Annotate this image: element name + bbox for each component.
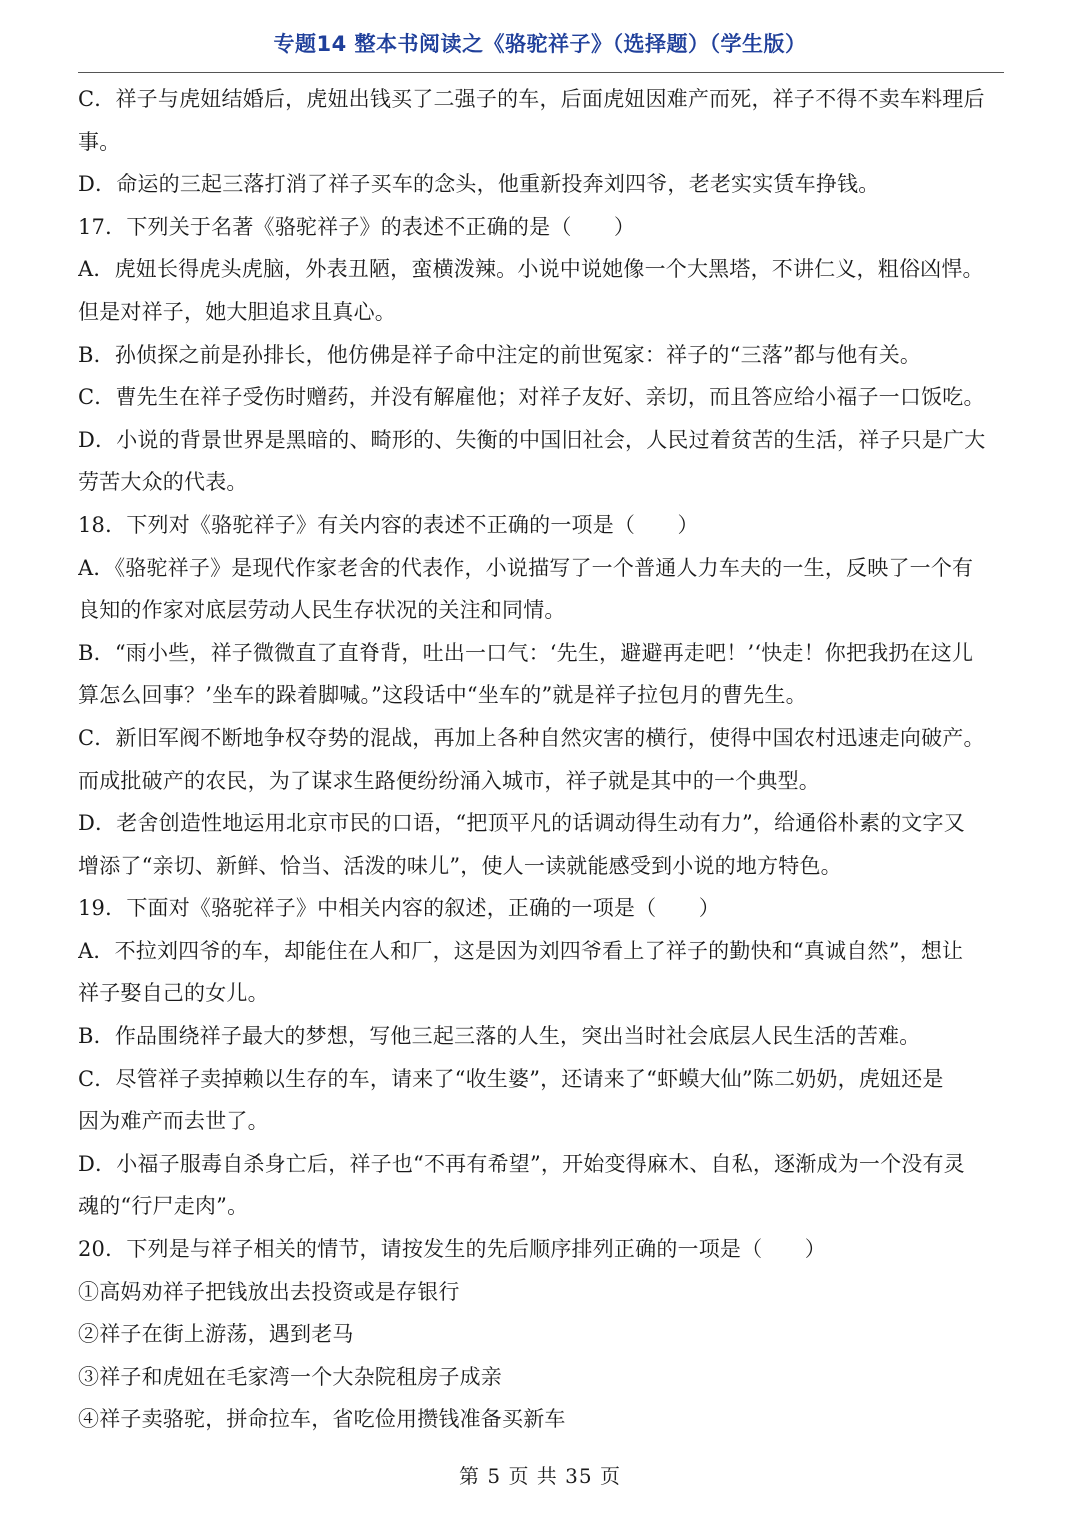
- text-line: 但是对祥子，她大胆追求且真心。: [78, 299, 396, 324]
- page-header-title: 专题14 整本书阅读之《骆驼祥子》（选择题）（学生版）: [273, 32, 807, 56]
- text-line: 因为难产而去世了。: [78, 1109, 269, 1134]
- text-line: 良知的作家对底层劳动人民生存状况的关注和同情。: [78, 598, 566, 623]
- text-line: D．小说的背景世界是黑暗的、畸形的、失衡的中国旧社会，人民过着贫苦的生活，祥子只是广大: [78, 427, 986, 452]
- text-line: A．虎妞长得虎头虎脑，外表丑陋，蛮横泼辣。小说中说她像一个大黑塔，不讲仁义，粗俗凶悍。: [78, 257, 984, 282]
- question-19-stem: 19．下面对《骆驼祥子》中相关内容的叙述，正确的一项是（ ）: [78, 896, 720, 921]
- text-line: 算怎么回事？’坐车的跺着脚喊。”这段话中“坐车的”就是祥子拉包月的曹先生。: [78, 683, 807, 708]
- list-item: ①高妈劝祥子把钱放出去投资或是存银行: [78, 1279, 460, 1304]
- text-line: D．命运的三起三落打消了祥子买车的念头，他重新投奔刘四爷，老老实实赁车挣钱。: [78, 172, 880, 197]
- list-item: ④祥子卖骆驼，拼命拉车，省吃俭用攒钱准备买新车: [78, 1407, 566, 1432]
- question-18-stem: 18．下列对《骆驼祥子》有关内容的表述不正确的一项是（ ）: [78, 512, 699, 537]
- question-20-stem: 20．下列是与祥子相关的情节，请按发生的先后顺序排列正确的一项是（ ）: [78, 1237, 826, 1262]
- text-line: B．孙侦探之前是孙排长，他仿佛是祥子命中注定的前世冤家：祥子的“三落”都与他有关。: [78, 342, 922, 367]
- list-item: ③祥子和虎妞在毛家湾一个大杂院租房子成亲: [78, 1364, 502, 1389]
- text-line: 劳苦大众的代表。: [78, 470, 248, 495]
- text-line: C．祥子与虎妞结婚后，虎妞出钱买了二强子的车，后面虎妞因难产而死，祥子不得不卖车料理后: [78, 87, 985, 111]
- list-item: ②祥子在街上游荡，遇到老马: [78, 1322, 354, 1347]
- document-body: [78, 78, 1004, 1441]
- text-line: C．尽管祥子卖掉赖以生存的车，请来了“收生婆”，还请来了“虾蟆大仙”陈二奶奶，虎妞还是: [78, 1066, 944, 1091]
- text-line: 而成批破产的农民，为了谋求生路便纷纷涌入城市，祥子就是其中的一个典型。: [78, 768, 820, 793]
- text-line: B．作品围绕祥子最大的梦想，写他三起三落的人生，突出当时社会底层人民生活的苦难。: [78, 1024, 921, 1049]
- text-line: B．“雨小些，祥子微微直了直脊背，吐出一口气：‘先生，避避再走吧！’‘快走！你把我扔在这儿: [78, 640, 974, 665]
- text-line: 魂的“行尸走肉”。: [78, 1194, 249, 1219]
- text-line: D．小福子服毒自杀身亡后，祥子也“不再有希望”，开始变得麻木、自私，逐渐成为一个没有灵: [78, 1151, 965, 1176]
- text-line: C．曹先生在祥子受伤时赠药，并没有解雇他；对祥子友好、亲切，而且答应给小福子一口饭吃。: [78, 385, 985, 410]
- page-number: 第 5 页 共 35 页: [459, 1464, 621, 1488]
- text-line: C．新旧军阀不断地争权夺势的混战，再加上各种自然灾害的横行，使得中国农村迅速走向破产。: [78, 725, 985, 750]
- text-line: A．不拉刘四爷的车，却能住在人和厂，这是因为刘四爷看上了祥子的勤快和“真诚自然”，想让: [78, 938, 964, 963]
- text-line: D．老舍创造性地运用北京市民的口语，“把顶平凡的话调动得生动有力”，给通俗朴素的文字又: [78, 811, 965, 836]
- text-line: 增添了“亲切、新鲜、恰当、活泼的味儿”，使人一读就能感受到小说的地方特色。: [78, 853, 842, 878]
- question-17-stem: 17．下列关于名著《骆驼祥子》的表述不正确的是（ ）: [78, 214, 636, 239]
- text-line: 祥子娶自己的女儿。: [78, 981, 269, 1006]
- text-line: A．《骆驼祥子》是现代作家老舍的代表作，小说描写了一个普通人力车夫的一生，反映了一个有: [78, 555, 974, 580]
- text-line: 事。: [78, 129, 121, 154]
- header-divider: [78, 72, 1004, 73]
